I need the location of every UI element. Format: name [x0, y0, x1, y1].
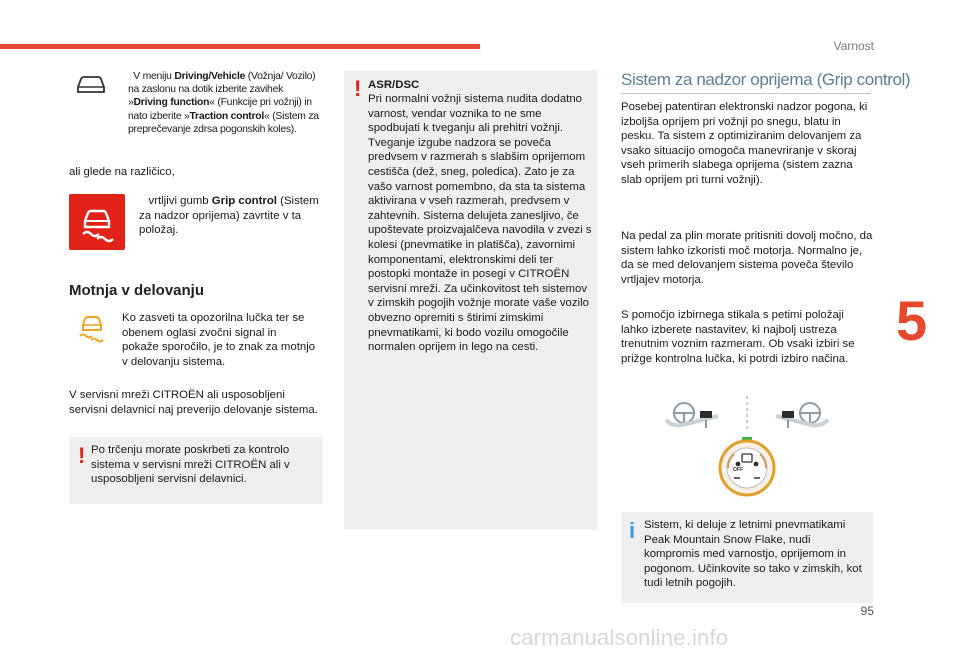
info-box-text: Sistem, ki deluje z letnimi pnevmatikami Peak Mountain Snow Flake, nudi kompromis med varnostjo, oprijemom in pogonom. Učinkovite so tako v zimskih, kot tudi letnih pogojih. — [644, 519, 862, 590]
knob-instruction: vrtljivi gumb Grip control (Sistem za nadzor oprijema) zavrtite v ta položaj. — [139, 195, 319, 237]
info-icon: i — [629, 518, 636, 543]
page-number: 95 — [860, 604, 874, 618]
car-outline-icon — [74, 70, 108, 96]
malfunction-heading: Motnja v delovanju — [69, 282, 205, 299]
warning-box — [69, 437, 323, 504]
variant-text: ali glede na različico, — [69, 166, 175, 178]
grip-paragraph-1: Posebej patentiran elektronski nadzor pogona, ki izboljša oprijem pri vožnji po snegu, blatu in pesku. Ta sistem z optimiziranim delovanjem za vsako situacijo omogoča manevriranje v skoraj vseh primerih slabega oprijema (sistem zazna slab oprijem pri turni vožnji). — [621, 101, 868, 186]
grip-control-red-icon — [69, 194, 125, 250]
grip-control-illustration — [664, 394, 830, 500]
section-title: Varnost — [833, 39, 874, 53]
steering-wheel-left-icon — [666, 403, 718, 428]
top-accent-bar — [0, 44, 480, 49]
asr-dsc-body: Pri normalni vožnji sistema nudita dodatno varnost, vendar voznika to ne sme spodbujati k tveganju ali prehitri vožnji. Tveganje izgube nadzora se poveča predvsem v razmerah s slabšim oprijemom cestišča (dež, sneg, poledica). Zato je za vašo varnost pomembno, da sta ta sistema aktivirana v vseh razmerah, predvsem v zahtevnih. Sistema delujeta zanesljivo, če upoštevate proizvajalčeva navodila v zvezi s kolesi (pnevmatike in platišča), zavornimi komponentami, elektronskimi deli ter postopki montaže in posegi v CITROËN servisni mreži. Za učinkovitost teh sistemov v zimskih pogojih vožnje morate vaše vozilo obvezno opremiti s štirimi zimskimi pnevmatikami, ki bodo vozilu omogočile normalen oprijem in lego na cesti. — [368, 93, 592, 354]
chapter-number: 5 — [896, 289, 928, 352]
esp-warning-light-icon — [76, 312, 108, 344]
asr-dsc-title: ASR/DSC — [368, 79, 420, 91]
info-box — [621, 512, 873, 603]
service-text: V servisni mreži CITROËN ali usposobljeni servisni delavnici naj preverijo delovanje sistema. — [69, 389, 318, 416]
steering-wheel-right-icon — [776, 403, 828, 428]
svg-text:OFF: OFF — [733, 467, 743, 473]
heading-underline — [621, 93, 871, 94]
warning-exclamation-icon: ! — [354, 76, 362, 101]
grip-control-knob-icon — [720, 437, 774, 495]
grip-control-heading: Sistem za nadzor oprijema (Grip control) — [621, 70, 911, 89]
warning-box-text: Po trčenju morate poskrbeti za kontrolo sistema v servisni mreži CITROËN ali v usposobljeni servisni delavnici. — [91, 444, 290, 486]
asr-dsc-box — [344, 70, 597, 530]
warning-exclamation-icon: ! — [78, 443, 86, 468]
warning-light-text: Ko zasveti ta opozorilna lučka ter se obenem oglasi zvočni signal in pokaže sporočilo, je to znak za motnjo v delovanju sistema. — [122, 312, 316, 368]
watermark: carmanualsonline.info — [510, 625, 729, 649]
grip-paragraph-2: Na pedal za plin morate pritisniti dovolj močno, da sistem lahko izkoristi moč motorja. Normalno je, da se med delovanjem sistema poveča število vrtljajev motorja. — [621, 230, 873, 286]
grip-paragraph-3: S pomočjo izbirnega stikala s petimi položaji lahko izberete nastavitev, ki najbolj ustreza trenutnim voznim razmeram. Ob vsaki izbiri se prižge kontrolna lučka, ki potrdi izbiro načina. — [621, 309, 855, 365]
menu-instruction: V meniju Driving/Vehicle (Vožnja/ Vozilo) na zaslonu na dotik izberite zavihek »Driving function« (Funkcije pri vožnji) in nato izberite »Traction control« (Sistem za preprečevanje zdrsa pogonskih koles). — [128, 71, 319, 135]
